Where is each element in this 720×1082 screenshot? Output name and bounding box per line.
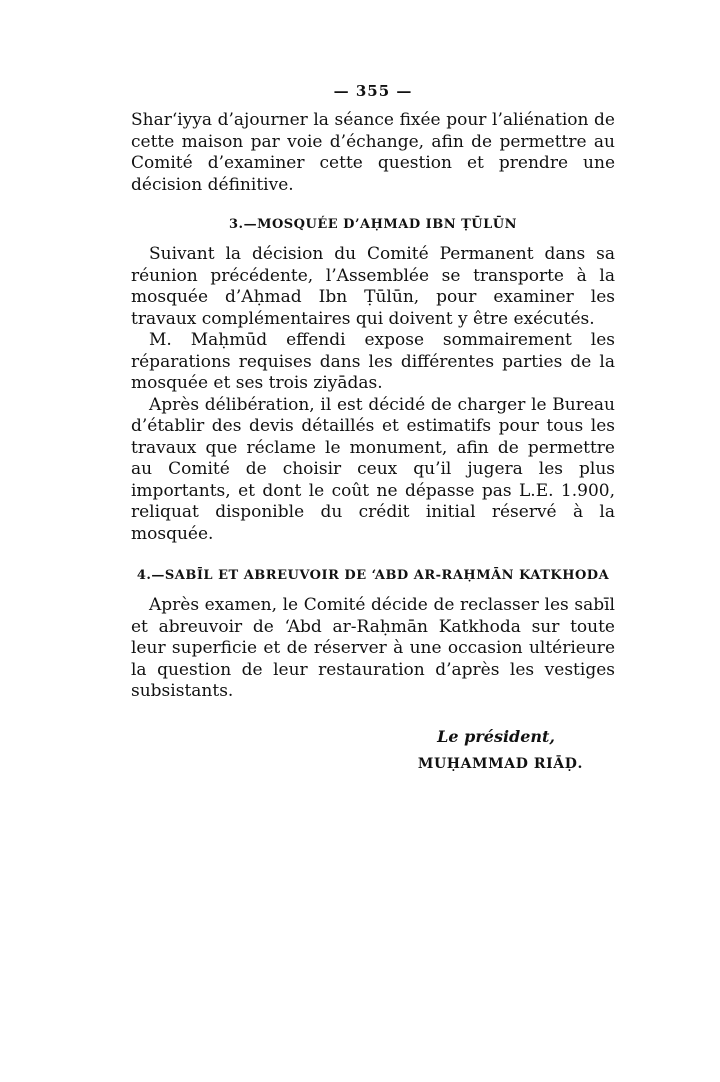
section-4-paragraph-1: Après examen, le Comité décide de reclasser les sabīl et abreuvoir de ‘Abd ar-Raḥmān Katkhoda sur toute leur superficie et de réserver à une occasion ultérieure la question de leur restauration d’après les vestiges subsistants. <box>131 595 615 701</box>
signature-name: MUḤAMMAD RIĀḌ. <box>417 755 583 772</box>
signature-title: Le président, <box>437 726 555 746</box>
section-4-heading: 4.—SABĪL ET ABREUVOIR DE ‘ABD AR-RAḤMĀN KATKHODA <box>136 568 610 583</box>
section-3-paragraph-1: Suivant la décision du Comité Permanent dans sa réunion précédente, l’Assemblée se transporte à la mosquée d’Aḥmad Ibn Ṭūlūn, pour examiner les travaux complémentaires qui doivent y être exécutés. <box>131 244 615 329</box>
section-3-paragraph-2: M. Maḥmūd effendi expose sommairement les réparations requises dans les différentes parties de la mosquée et ses trois ziyādas. <box>131 330 615 393</box>
document-page <box>131 82 615 772</box>
section-3-paragraph-3: Après délibération, il est décidé de charger le Bureau d’établir des devis détaillés et estimatifs pour tous les travaux que réclame le monument, afin de permettre au Comité de choisir ceux qu’il jugera les plus importants, et dont le coût ne dépasse pas L.E. 1.900, reliquat disponible du crédit initial réservé à la mosquée. <box>131 394 615 544</box>
section-3-heading: 3.—MOSQUÉE D’AḤMAD IBN ṬŪLŪN <box>229 217 517 232</box>
signature-block <box>131 727 615 772</box>
page-number: — 355 — <box>333 82 413 100</box>
intro-paragraph: Shar‘iyya d’ajourner la séance fixée pour l’aliénation de cette maison par voie d’échange, afin de permettre au Comité d’examiner cette question et prendre une décision définitive. <box>131 110 615 195</box>
